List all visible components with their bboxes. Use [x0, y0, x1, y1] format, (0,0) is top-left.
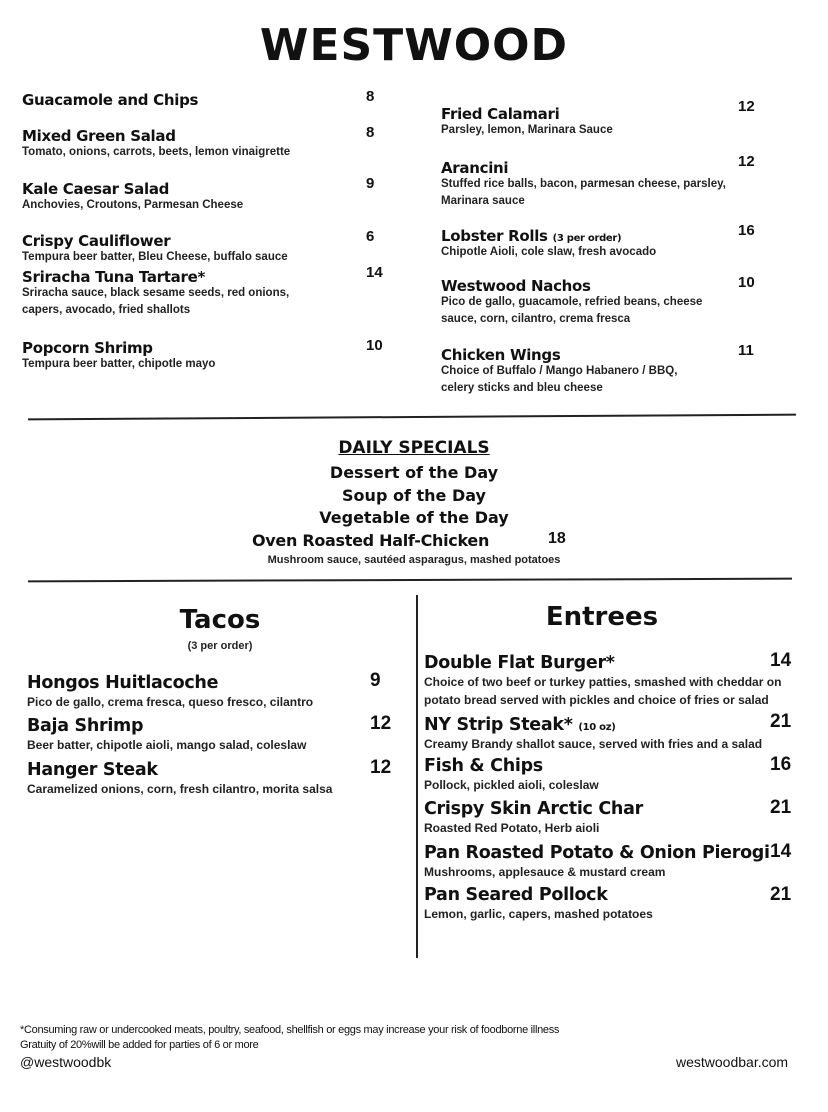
item-name	[27, 673, 218, 693]
item-name	[441, 105, 559, 123]
item-description: Parsley, lemon, Marinara Sauce	[441, 124, 613, 136]
item-name	[424, 756, 543, 776]
special-item: Soup of the Day	[342, 486, 486, 505]
item-name-text: Hongos Huitlacoche	[27, 673, 219, 693]
item-name-text: Sriracha Tuna Tartare*	[22, 268, 205, 286]
item-name	[22, 232, 170, 250]
item-price: 21	[770, 884, 792, 905]
item-name-text: NY Strip Steak*	[424, 715, 573, 735]
item-name-text: Westwood Nachos	[441, 277, 591, 295]
item-price: 12	[738, 98, 755, 115]
item-name	[27, 760, 158, 780]
item-name-text: Arancini	[441, 159, 509, 177]
special-item: Vegetable of the Day	[319, 508, 509, 527]
raw-food-warning: *Consuming raw or undercooked meats, poultry, seafood, shellfish or eggs may increase your risk of foodborne illness	[20, 1024, 560, 1036]
item-price: 10	[366, 337, 383, 354]
item-description: Anchovies, Croutons, Parmesan Cheese	[22, 199, 244, 211]
tacos-heading: Tacos	[179, 605, 261, 635]
item-price: 12	[370, 713, 392, 734]
item-name	[424, 653, 615, 673]
item-description: Tempura beer batter, Bleu Cheese, buffalo sauce	[22, 251, 288, 263]
item-price: 6	[366, 228, 375, 245]
gratuity-note: Gratuity of 20%will be added for parties of 6 or more	[20, 1039, 259, 1051]
item-name-text: Pan Seared Pollock	[424, 885, 608, 905]
special-feature-name: Oven Roasted Half-Chicken	[252, 531, 490, 550]
item-name	[424, 799, 643, 819]
item-name-text: Hanger Steak	[27, 760, 158, 780]
item-description: Choice of two beef or turkey patties, smashed with cheddar on potato bread served with pickles and choice of fries or salad	[424, 675, 782, 707]
item-name	[441, 277, 591, 295]
item-description: Mushrooms, applesauce & mustard cream	[424, 865, 666, 879]
item-name	[441, 159, 508, 177]
item-description: Tomato, onions, carrots, beets, lemon vinaigrette	[22, 146, 291, 158]
restaurant-title: WESTWOOD	[259, 20, 569, 71]
item-name-text: Kale Caesar Salad	[22, 180, 170, 198]
item-description: Pico de gallo, crema fresca, queso fresco, cilantro	[27, 695, 314, 709]
item-name-text: Fried Calamari	[441, 105, 560, 123]
item-name	[22, 127, 176, 145]
social-handle: @westwoodbk	[20, 1054, 112, 1070]
entrees-heading: Entrees	[545, 602, 659, 632]
item-name-text: Popcorn Shrimp	[22, 339, 153, 357]
item-description: Caramelized onions, corn, fresh cilantro, morita salsa	[27, 782, 333, 796]
item-name	[441, 346, 561, 364]
item-price: 9	[370, 670, 381, 691]
item-name	[27, 716, 143, 736]
item-description: Beer batter, chipotle aioli, mango salad, coleslaw	[27, 738, 307, 752]
special-feature-desc: Mushroom sauce, sautéed asparagus, mashed potatoes	[267, 554, 561, 566]
divider	[28, 578, 792, 583]
item-name-text: Baja Shrimp	[27, 716, 144, 736]
item-price: 11	[738, 342, 754, 359]
item-name-text: Fish & Chips	[424, 756, 543, 776]
item-price: 14	[770, 650, 792, 671]
item-price: 9	[366, 175, 375, 192]
column-divider	[416, 595, 418, 958]
website-link: westwoodbar.com	[676, 1054, 789, 1070]
item-price: 12	[738, 153, 755, 170]
item-price: 12	[370, 757, 392, 778]
item-price: 10	[738, 274, 755, 291]
item-name	[22, 180, 169, 198]
item-name	[424, 715, 616, 735]
item-name	[424, 885, 608, 905]
item-note: (10 oz)	[578, 722, 616, 733]
item-description: Pico de gallo, guacamole, refried beans, cheese sauce, corn, cilantro, crema fresca	[441, 296, 703, 325]
item-description: Stuffed rice balls, bacon, parmesan cheese, parsley, Marinara sauce	[441, 178, 726, 207]
item-price: 16	[770, 754, 792, 775]
item-description: Choice of Buffalo / Mango Habanero / BBQ, celery sticks and bleu cheese	[441, 365, 678, 394]
item-price: 8	[366, 124, 375, 141]
item-description: Sriracha sauce, black sesame seeds, red onions, capers, avocado, fried shallots	[22, 287, 290, 316]
item-name-text: Mixed Green Salad	[22, 127, 176, 145]
item-price: 14	[770, 841, 792, 862]
item-name-text: Double Flat Burger*	[424, 653, 615, 673]
daily-specials-heading: DAILY SPECIALS	[338, 438, 490, 458]
item-price: 21	[770, 711, 792, 732]
item-note: (3 per order)	[552, 233, 622, 244]
item-description: Chipotle Aioli, cole slaw, fresh avocado	[441, 246, 657, 258]
item-name-text: Lobster Rolls	[441, 227, 548, 245]
item-description: Roasted Red Potato, Herb aioli	[424, 821, 600, 835]
item-name-text: Chicken Wings	[441, 346, 561, 364]
item-name	[441, 227, 621, 245]
item-price: 21	[770, 797, 792, 818]
item-name-text: Crispy Cauliflower	[22, 232, 171, 250]
special-feature-price: 18	[548, 530, 566, 547]
item-name-text: Crispy Skin Arctic Char	[424, 799, 643, 819]
item-name	[424, 843, 770, 863]
item-price: 14	[366, 264, 383, 281]
item-description: Lemon, garlic, capers, mashed potatoes	[424, 907, 653, 921]
item-name-text: Guacamole and Chips	[22, 91, 199, 109]
item-description: Creamy Brandy shallot sauce, served with fries and a salad	[424, 737, 763, 751]
special-item: Dessert of the Day	[329, 463, 499, 482]
item-name	[22, 268, 205, 286]
tacos-note: (3 per order)	[187, 640, 253, 652]
item-name	[22, 339, 153, 357]
divider	[28, 414, 796, 421]
item-price: 16	[738, 222, 755, 239]
item-name	[22, 91, 198, 109]
item-description: Pollock, pickled aioli, coleslaw	[424, 778, 599, 792]
item-name-text: Pan Roasted Potato & Onion Pierogi	[424, 843, 770, 863]
item-description: Tempura beer batter, chipotle mayo	[22, 358, 216, 370]
item-price: 8	[366, 88, 375, 105]
